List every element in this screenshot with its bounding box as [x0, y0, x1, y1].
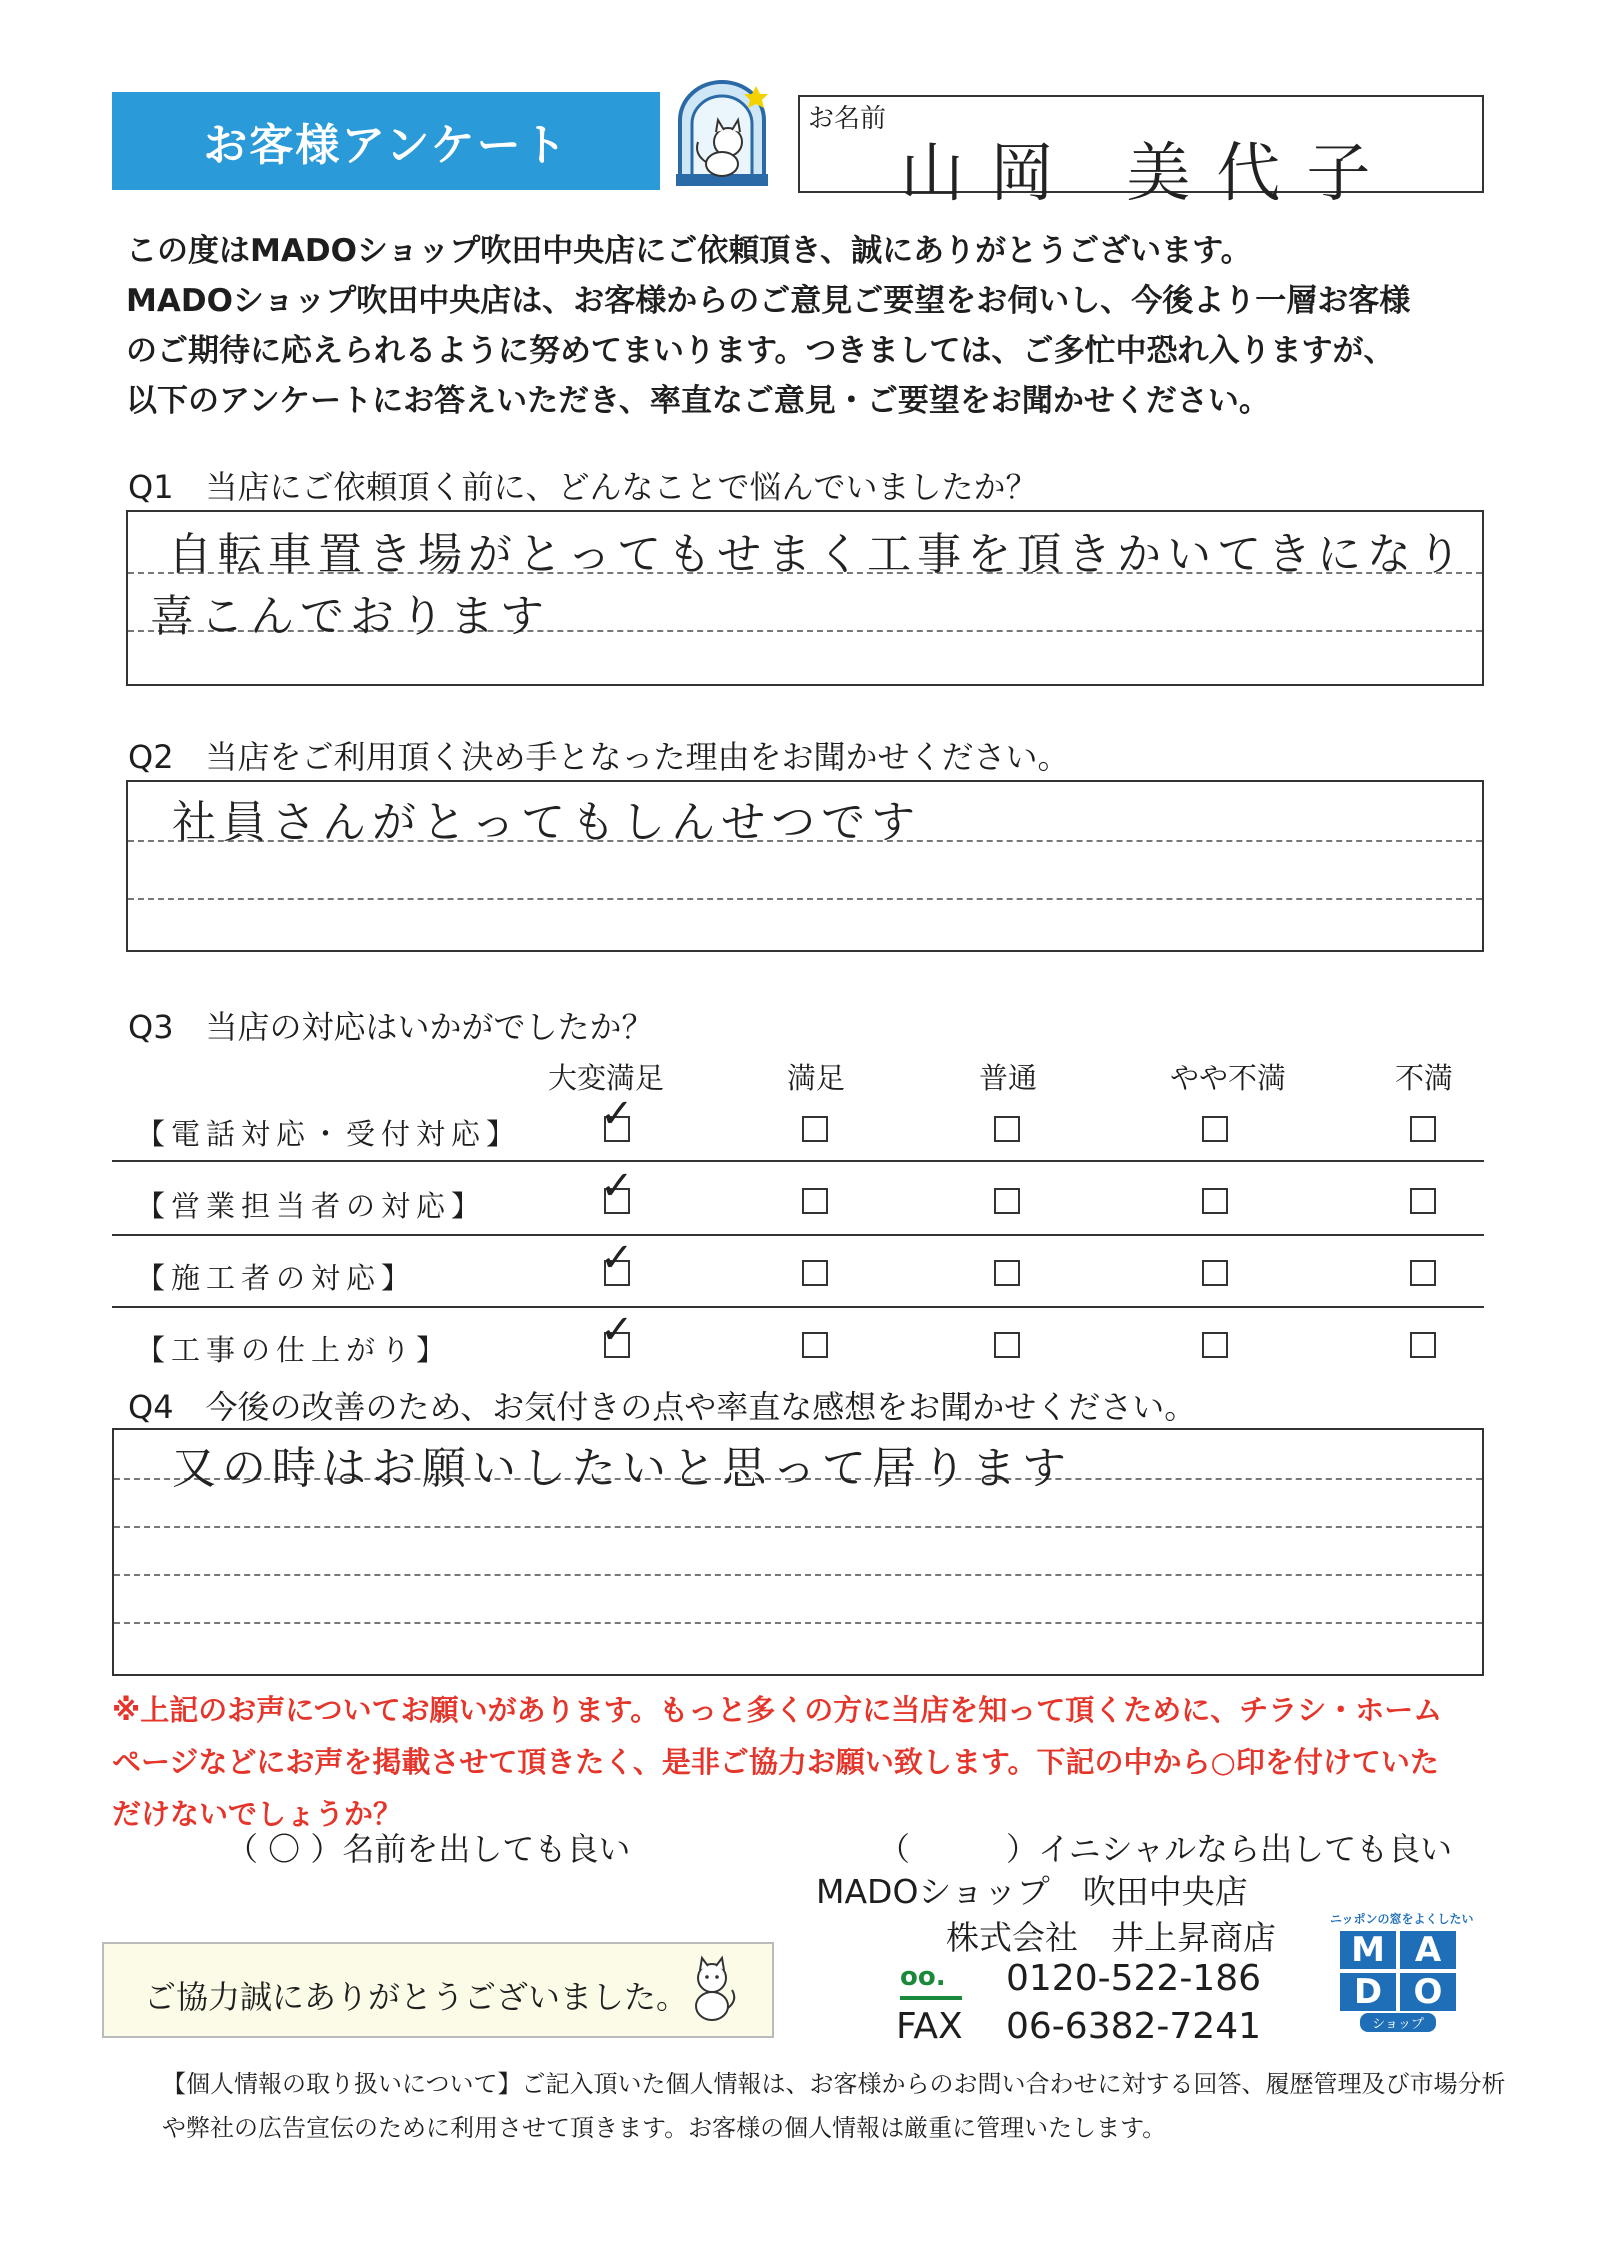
rating-row-label: 【営業担当者の対応】 [136, 1189, 487, 1223]
consent-initial-option[interactable]: （ ）イニシャルなら出しても良い [878, 1830, 1453, 1868]
name-label: お名前 [808, 104, 887, 134]
logo-letter: M [1340, 1931, 1396, 1969]
check-mark-icon: ✓ [600, 1307, 640, 1353]
intro-line: のご期待に応えられるように努めてまいります。つきましては、ご多忙中恐れ入りますが、 [126, 333, 1395, 369]
rating-checkbox[interactable] [1410, 1260, 1436, 1286]
q4-label: Q4 今後の改善のため、お気付きの点や率直な感想をお聞かせください。 [128, 1388, 1197, 1426]
rating-checkbox[interactable] [1202, 1116, 1228, 1142]
column-header: 不満 [1394, 1061, 1453, 1095]
column-header: 普通 [978, 1061, 1037, 1095]
rating-checkbox[interactable] [1410, 1116, 1436, 1142]
privacy-line: や弊社の広告宣伝のために利用させて頂きます。お客様の個人情報は厳重に管理いたします。 [162, 2114, 1167, 2142]
rating-checkbox[interactable] [1410, 1188, 1436, 1214]
rating-checkbox[interactable] [994, 1188, 1020, 1214]
intro-line: この度はMADOショップ吹田中央店にご依頼頂き、誠にありがとうございます。 [126, 233, 1252, 269]
rating-checkbox[interactable] [1202, 1188, 1228, 1214]
column-header: やや不満 [1169, 1061, 1286, 1095]
check-mark-icon: ✓ [600, 1235, 640, 1281]
rating-row-label: 【電話対応・受付対応】 [136, 1117, 522, 1151]
q4-answer-box [112, 1428, 1484, 1676]
q3-label: Q3 当店の対応はいかがでしたか？ [128, 1008, 654, 1046]
rating-checkbox[interactable] [1410, 1332, 1436, 1358]
column-header: 大変満足 [547, 1061, 664, 1095]
intro-line: MADOショップ吹田中央店は、お客様からのご意見ご要望をお伺いし、今後より一層お客様 [126, 283, 1411, 319]
customer-name: 山岡 美代子 [900, 137, 1397, 211]
q4-answer-line: 又の時はお願いしたいと思って居ります [172, 1443, 1072, 1494]
freedial-icon: oo. [900, 1962, 962, 2000]
rating-row-label: 【施工者の対応】 [136, 1261, 417, 1295]
rating-checkbox[interactable] [802, 1116, 828, 1142]
thanks-message: ご協力誠にありがとうございました。 [144, 1978, 689, 2016]
check-mark-icon: ✓ [600, 1163, 640, 1209]
fax-number: 06-6382-7241 [1006, 2006, 1262, 2047]
q1-answer-box [126, 510, 1484, 686]
logo-letter: D [1340, 1973, 1396, 2011]
company-name: 株式会社 井上昇商店 [946, 1918, 1276, 1957]
survey-title: お客様アンケート [112, 92, 660, 190]
rating-checkbox[interactable] [994, 1260, 1020, 1286]
logo-letter: A [1400, 1931, 1456, 1969]
privacy-line: 【個人情報の取り扱いについて】ご記入頂いた個人情報は、お客様からのお問い合わせに対する回答、履歴管理及び市場分析 [162, 2070, 1506, 2098]
notice-line: ページなどにお声を掲載させて頂きたく、是非ご協力お願い致します。下記の中から○印を付けていた [112, 1745, 1439, 1779]
notice-line: だけないでしょうか？ [112, 1797, 403, 1831]
consent-name-option[interactable]: （ 〇 ）名前を出しても良い [226, 1830, 631, 1868]
rating-checkbox[interactable] [1202, 1332, 1228, 1358]
rating-checkbox[interactable] [802, 1188, 828, 1214]
rating-row-label: 【工事の仕上がり】 [136, 1333, 452, 1367]
rating-checkbox[interactable] [994, 1332, 1020, 1358]
shop-name: MADOショップ 吹田中央店 [816, 1872, 1248, 1911]
q2-label: Q2 当店をご利用頂く決め手となった理由をお聞かせください。 [128, 738, 1070, 776]
rating-checkbox[interactable] [802, 1260, 828, 1286]
fax-label: FAX [896, 2006, 963, 2047]
rating-checkbox[interactable] [1202, 1260, 1228, 1286]
q1-answer-line: 喜こんでおります [150, 591, 550, 642]
mado-shop-logo [1330, 1910, 1474, 2032]
intro-line: 以下のアンケートにお答えいただき、率直なご意見・ご要望をお聞かせください。 [126, 383, 1270, 419]
q1-label: Q1 当店にご依頼頂く前に、どんなことで悩んでいましたか？ [128, 468, 1038, 506]
intro-text [126, 226, 1496, 426]
logo-tagline: ニッポンの窓をよくしたい [1330, 1912, 1474, 1926]
q1-answer-line: 自転車置き場がとってもせまく工事を頂きかいてきになり [168, 529, 1468, 580]
column-header: 満足 [786, 1061, 845, 1095]
cat-window-illustration [672, 80, 772, 188]
rating-checkbox[interactable] [802, 1332, 828, 1358]
privacy-notice [162, 2062, 1506, 2150]
logo-sub: ショップ [1360, 2013, 1436, 2032]
publication-request-notice [112, 1684, 1492, 1840]
phone-number[interactable]: 0120-522-186 [1006, 1958, 1262, 1999]
rating-checkbox[interactable] [994, 1116, 1020, 1142]
notice-line: ※上記のお声についてお願いがあります。もっと多くの方に当店を知って頂くために、チラシ・ホーム [112, 1693, 1443, 1727]
q2-answer-line: 社員さんがとってもしんせつです [172, 797, 922, 848]
q2-answer-box [126, 780, 1484, 952]
cat-icon [682, 1950, 742, 2026]
check-mark-icon: ✓ [600, 1091, 640, 1137]
logo-letter: O [1400, 1973, 1456, 2011]
